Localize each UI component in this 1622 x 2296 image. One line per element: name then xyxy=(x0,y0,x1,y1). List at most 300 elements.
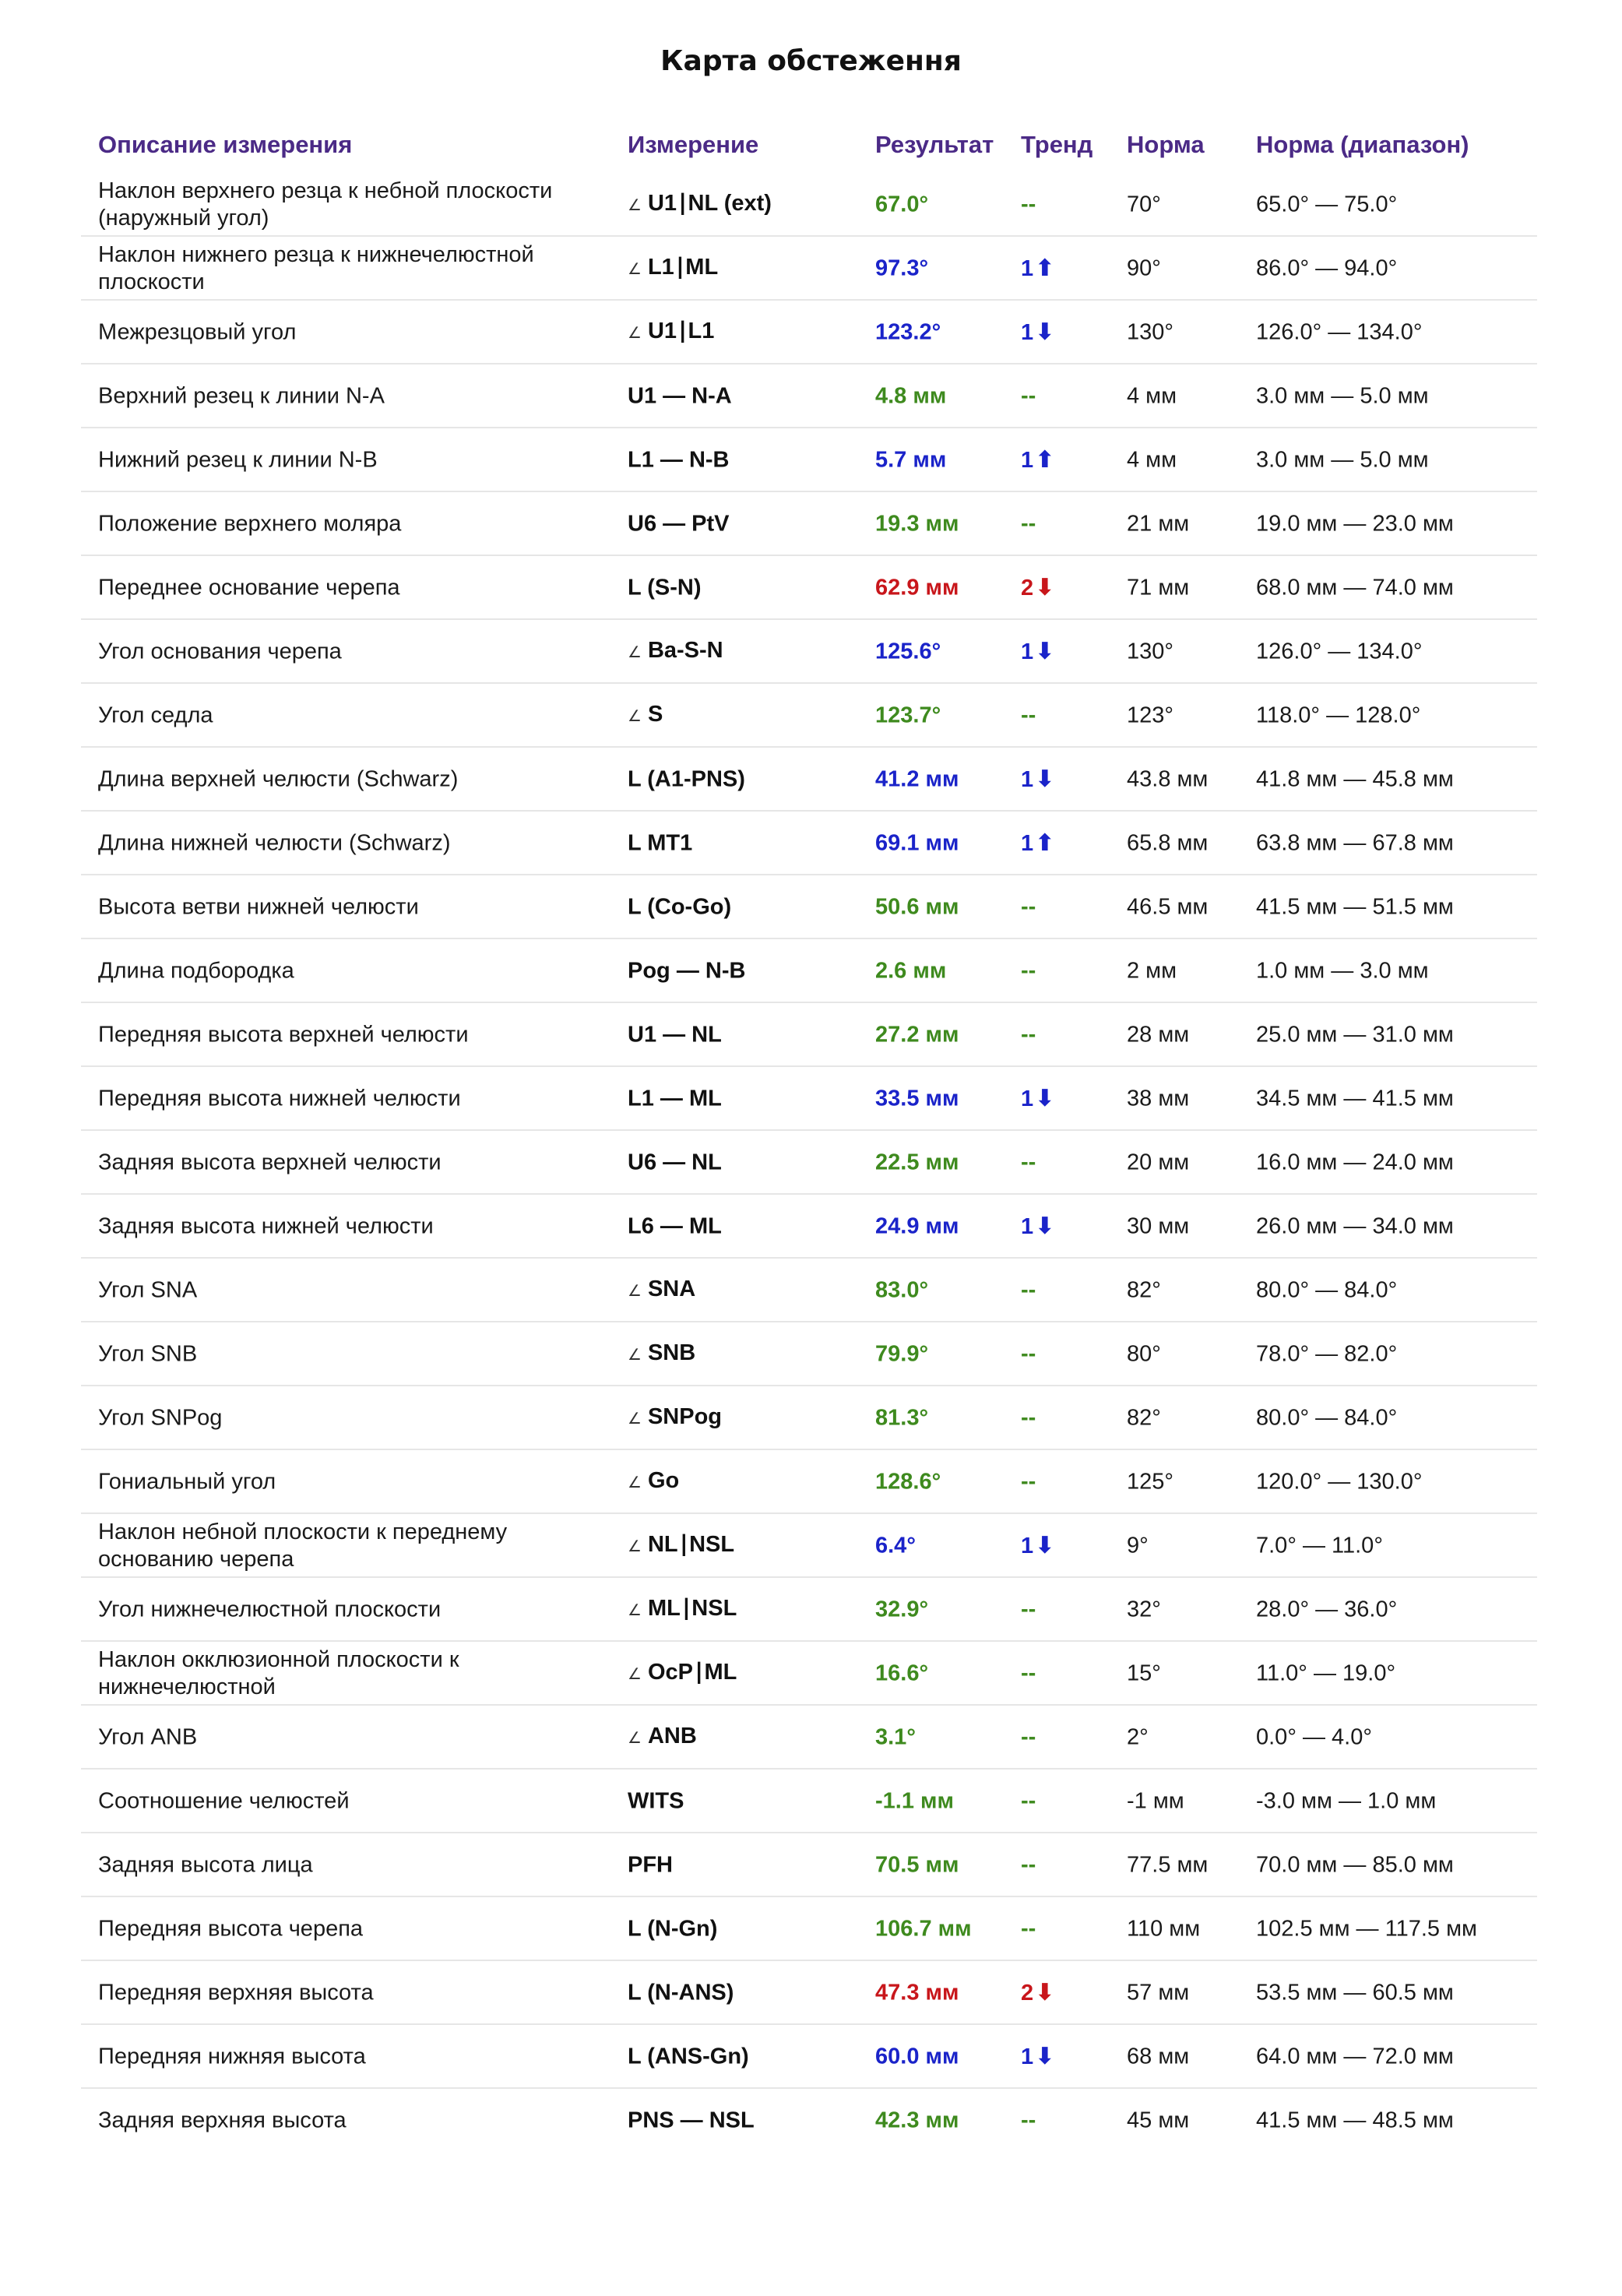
row-range: 102.5 мм — 117.5 мм xyxy=(1256,1916,1477,1942)
row-norm: 28 мм xyxy=(1127,1022,1190,1048)
row-trend xyxy=(1021,319,1054,347)
row-range: 34.5 мм — 41.5 мм xyxy=(1256,1086,1454,1111)
row-measure-label: L (Co-Go) xyxy=(628,894,732,920)
row-measure xyxy=(628,1723,697,1752)
row-measure xyxy=(628,766,745,794)
row-result: 42.3 мм xyxy=(875,2108,959,2133)
row-measure xyxy=(628,1852,673,1879)
trend-value: -- xyxy=(1021,1724,1036,1750)
angle-icon: ∠ xyxy=(628,1283,642,1300)
trend-value: 2 xyxy=(1021,1981,1034,2005)
row-description: Угол седла xyxy=(98,703,213,728)
row-range: 0.0° — 4.0° xyxy=(1256,1724,1372,1750)
angle-icon: ∠ xyxy=(628,1602,642,1619)
row-measure xyxy=(628,447,730,474)
header-measure: Измерение xyxy=(628,131,759,158)
row-trend xyxy=(1021,1405,1036,1432)
row-measure-label: U1∣L1 xyxy=(647,319,715,343)
row-result: -1.1 мм xyxy=(875,1788,954,1814)
angle-icon: ∠ xyxy=(628,197,642,214)
row-norm: 130° xyxy=(1127,639,1173,664)
row-result: 47.3 мм xyxy=(875,1980,959,2005)
row-trend xyxy=(1021,446,1054,474)
row-trend xyxy=(1021,574,1054,602)
row-trend xyxy=(1021,1788,1036,1815)
row-description: Задняя высота верхней челюсти xyxy=(98,1150,442,1175)
table-row xyxy=(0,1706,1622,1770)
row-result: 27.2 мм xyxy=(875,1022,959,1048)
row-result: 60.0 мм xyxy=(875,2044,959,2069)
row-range: 126.0° — 134.0° xyxy=(1256,639,1423,664)
row-description: Переднее основание черепа xyxy=(98,575,400,600)
row-trend xyxy=(1021,383,1036,410)
arrow-down-icon: ⬇ xyxy=(1035,575,1055,600)
row-norm: 77.5 мм xyxy=(1127,1852,1209,1878)
row-result: 32.9° xyxy=(875,1597,929,1622)
row-norm: 82° xyxy=(1127,1277,1161,1303)
row-trend xyxy=(1021,1469,1036,1496)
row-measure xyxy=(628,830,692,857)
row-range: 3.0 мм — 5.0 мм xyxy=(1256,447,1429,473)
row-measure-label: Go xyxy=(647,1468,680,1493)
trend-value: -- xyxy=(1021,1469,1036,1495)
row-norm: 4 мм xyxy=(1127,383,1177,409)
trend-value: -- xyxy=(1021,1277,1036,1303)
row-trend xyxy=(1021,829,1054,857)
row-measure-label: L (S-N) xyxy=(628,575,702,600)
arrow-down-icon: ⬇ xyxy=(1035,2044,1055,2069)
table-header xyxy=(0,131,1622,165)
arrow-down-icon: ⬇ xyxy=(1035,1213,1055,1239)
trend-value: 1 xyxy=(1021,320,1034,345)
row-result: 33.5 мм xyxy=(875,1086,959,1111)
row-measure xyxy=(628,1086,722,1113)
row-range: 53.5 мм — 60.5 мм xyxy=(1256,1980,1454,2005)
row-result: 69.1 мм xyxy=(875,830,959,856)
header-trend: Тренд xyxy=(1021,131,1093,158)
row-measure xyxy=(628,318,714,347)
row-description: Угол SNA xyxy=(98,1277,198,1303)
row-measure-label: U1∣NL (ext) xyxy=(647,191,772,216)
row-measure xyxy=(628,1150,722,1177)
table-row xyxy=(0,1833,1622,1897)
arrow-up-icon: ⬆ xyxy=(1035,447,1055,473)
row-result: 83.0° xyxy=(875,1277,929,1303)
trend-value: 1 xyxy=(1021,831,1034,856)
row-measure-label: OcP∣ML xyxy=(647,1660,737,1685)
row-result: 81.3° xyxy=(875,1405,929,1431)
row-measure-label: L6 — ML xyxy=(628,1213,722,1239)
angle-icon: ∠ xyxy=(628,1474,642,1491)
row-result: 67.0° xyxy=(875,192,929,217)
row-norm: 2° xyxy=(1127,1724,1149,1750)
row-result: 24.9 мм xyxy=(875,1213,959,1239)
row-norm: 30 мм xyxy=(1127,1213,1190,1239)
row-range: 80.0° — 84.0° xyxy=(1256,1277,1398,1303)
row-description: Наклон нижнего резца к нижнечелюстной плоскости xyxy=(98,242,534,294)
row-measure xyxy=(628,1340,695,1369)
table-row xyxy=(0,301,1622,364)
table-row xyxy=(0,1131,1622,1195)
row-range: 63.8 мм — 67.8 мм xyxy=(1256,830,1454,856)
trend-value: -- xyxy=(1021,1788,1036,1814)
trend-value: -- xyxy=(1021,894,1036,920)
angle-icon: ∠ xyxy=(628,325,642,342)
trend-value: 1 xyxy=(1021,639,1034,664)
row-trend xyxy=(1021,1724,1036,1752)
row-norm: 110 мм xyxy=(1127,1916,1201,1942)
table-row xyxy=(0,1961,1622,2025)
table-row xyxy=(0,620,1622,684)
trend-value: -- xyxy=(1021,1405,1036,1431)
row-measure xyxy=(628,1595,737,1625)
row-description: Передняя высота верхней челюсти xyxy=(98,1022,469,1048)
trend-value: -- xyxy=(1021,511,1036,537)
row-measure-label: U6 — NL xyxy=(628,1150,722,1175)
row-trend xyxy=(1021,1979,1054,2007)
table-row xyxy=(0,1386,1622,1450)
angle-icon: ∠ xyxy=(628,708,642,725)
arrow-down-icon: ⬇ xyxy=(1035,319,1055,345)
row-trend xyxy=(1021,1022,1036,1049)
row-description: Длина подбородка xyxy=(98,958,294,984)
page-title: Карта обстеження xyxy=(660,45,962,77)
row-measure-label: ML∣NSL xyxy=(647,1596,737,1621)
table-row xyxy=(0,1067,1622,1131)
angle-icon: ∠ xyxy=(628,1666,642,1683)
row-trend xyxy=(1021,1341,1036,1368)
trend-value: 1 xyxy=(1021,767,1034,792)
row-measure xyxy=(628,1659,737,1689)
row-trend xyxy=(1021,1213,1054,1241)
row-result: 70.5 мм xyxy=(875,1852,959,1878)
row-description: Высота ветви нижней челюсти xyxy=(98,894,419,920)
row-range: 78.0° — 82.0° xyxy=(1256,1341,1398,1367)
header-range: Норма (диапазон) xyxy=(1256,131,1469,158)
trend-value: 1 xyxy=(1021,2044,1034,2069)
trend-value: 1 xyxy=(1021,1214,1034,1239)
row-measure-label: PFH xyxy=(628,1852,673,1878)
trend-value: -- xyxy=(1021,1852,1036,1878)
row-result: 2.6 мм xyxy=(875,958,947,984)
row-result: 128.6° xyxy=(875,1469,941,1495)
row-result: 123.2° xyxy=(875,319,941,345)
arrow-down-icon: ⬇ xyxy=(1035,766,1055,792)
row-measure-label: S xyxy=(647,702,663,727)
arrow-up-icon: ⬆ xyxy=(1035,255,1055,281)
row-measure xyxy=(628,383,732,410)
row-measure-label: U1 — N-A xyxy=(628,383,732,409)
row-measure xyxy=(628,894,731,921)
trend-value: -- xyxy=(1021,2108,1036,2133)
row-norm: 46.5 мм xyxy=(1127,894,1209,920)
row-description: Передняя высота черепа xyxy=(98,1916,364,1942)
row-result: 22.5 мм xyxy=(875,1150,959,1175)
row-trend xyxy=(1021,766,1054,794)
row-measure-label: U1 — NL xyxy=(628,1022,722,1048)
row-trend xyxy=(1021,2043,1054,2071)
arrow-down-icon: ⬇ xyxy=(1035,639,1055,664)
row-measure-label: L1 — ML xyxy=(628,1086,722,1111)
header-norm: Норма xyxy=(1127,131,1205,158)
row-measure-label: Ba-S-N xyxy=(647,638,723,663)
row-range: 25.0 мм — 31.0 мм xyxy=(1256,1022,1454,1048)
row-range: 120.0° — 130.0° xyxy=(1256,1469,1423,1495)
row-measure xyxy=(628,1403,722,1433)
table-row xyxy=(0,492,1622,556)
arrow-down-icon: ⬇ xyxy=(1035,1533,1055,1558)
row-measure xyxy=(628,1022,722,1049)
row-trend xyxy=(1021,511,1036,538)
row-range: 86.0° — 94.0° xyxy=(1256,255,1398,281)
row-range: 68.0 мм — 74.0 мм xyxy=(1256,575,1454,600)
table-row xyxy=(0,684,1622,748)
table-row xyxy=(0,1578,1622,1642)
row-range: 126.0° — 134.0° xyxy=(1256,319,1423,345)
row-norm: 68 мм xyxy=(1127,2044,1190,2069)
row-description: Задняя высота нижней челюсти xyxy=(98,1213,434,1239)
row-trend xyxy=(1021,958,1036,985)
row-description: Угол SNB xyxy=(98,1341,198,1367)
row-measure xyxy=(628,958,745,985)
row-measure xyxy=(628,254,718,283)
table-row xyxy=(0,1642,1622,1706)
angle-icon: ∠ xyxy=(628,644,642,661)
trend-value: -- xyxy=(1021,192,1036,217)
row-measure-label: L1 — N-B xyxy=(628,447,730,473)
trend-value: -- xyxy=(1021,1150,1036,1175)
row-norm: 82° xyxy=(1127,1405,1161,1431)
table-row xyxy=(0,875,1622,939)
table-row xyxy=(0,2089,1622,2153)
row-description: Угол ANB xyxy=(98,1724,198,1750)
row-measure xyxy=(628,1213,722,1241)
row-range: -3.0 мм — 1.0 мм xyxy=(1256,1788,1437,1814)
row-result: 50.6 мм xyxy=(875,894,959,920)
row-trend xyxy=(1021,1150,1036,1177)
row-trend xyxy=(1021,894,1036,921)
row-norm: 65.8 мм xyxy=(1127,830,1209,856)
row-norm: 2 мм xyxy=(1127,958,1177,984)
row-description: Соотношение челюстей xyxy=(98,1788,350,1814)
row-result: 4.8 мм xyxy=(875,383,947,409)
row-measure xyxy=(628,1980,734,2007)
trend-value: -- xyxy=(1021,383,1036,409)
row-result: 106.7 мм xyxy=(875,1916,972,1942)
row-measure-label: SNPog xyxy=(647,1404,722,1429)
row-norm: 15° xyxy=(1127,1660,1161,1686)
row-trend xyxy=(1021,1916,1036,1943)
row-range: 7.0° — 11.0° xyxy=(1256,1533,1383,1558)
row-range: 80.0° — 84.0° xyxy=(1256,1405,1398,1431)
row-measure-label: L (N-Gn) xyxy=(628,1916,718,1942)
row-measure xyxy=(628,1916,717,1943)
row-measure xyxy=(628,1531,734,1561)
angle-icon: ∠ xyxy=(628,261,642,278)
row-measure-label: SNA xyxy=(647,1277,696,1301)
row-result: 5.7 мм xyxy=(875,447,947,473)
row-measure-label: L (A1-PNS) xyxy=(628,766,745,792)
row-measure-label: SNB xyxy=(647,1340,696,1365)
trend-value: -- xyxy=(1021,703,1036,728)
table-row xyxy=(0,1770,1622,1833)
trend-value: 1 xyxy=(1021,448,1034,473)
row-measure-label: U6 — PtV xyxy=(628,511,730,537)
row-measure-label: L MT1 xyxy=(628,830,693,856)
row-range: 41.8 мм — 45.8 мм xyxy=(1256,766,1454,792)
row-description: Положение верхнего моляра xyxy=(98,511,402,537)
row-result: 62.9 мм xyxy=(875,575,959,600)
trend-value: 1 xyxy=(1021,1086,1034,1111)
row-description: Наклон небной плоскости к переднему основанию черепа xyxy=(98,1520,508,1572)
row-measure-label: L1∣ML xyxy=(647,255,719,280)
table-row xyxy=(0,1003,1622,1067)
row-trend xyxy=(1021,1597,1036,1624)
row-description: Передняя верхняя высота xyxy=(98,1980,374,2005)
row-norm: 32° xyxy=(1127,1597,1161,1622)
row-norm: 45 мм xyxy=(1127,2108,1190,2133)
table-row xyxy=(0,237,1622,301)
row-result: 125.6° xyxy=(875,639,941,664)
row-trend xyxy=(1021,1532,1054,1560)
row-norm: 130° xyxy=(1127,319,1173,345)
row-measure-label: Pog — N-B xyxy=(628,958,746,984)
row-trend xyxy=(1021,638,1054,666)
row-result: 19.3 мм xyxy=(875,511,959,537)
row-result: 16.6° xyxy=(875,1660,929,1686)
row-range: 41.5 мм — 51.5 мм xyxy=(1256,894,1454,920)
row-norm: 57 мм xyxy=(1127,1980,1190,2005)
table-row xyxy=(0,812,1622,875)
row-description: Наклон окклюзионной плоскости к нижнечелюстной xyxy=(98,1647,459,1699)
row-norm: 71 мм xyxy=(1127,575,1190,600)
angle-icon: ∠ xyxy=(628,1410,642,1428)
row-trend xyxy=(1021,255,1054,283)
row-measure xyxy=(628,1467,679,1497)
trend-value: -- xyxy=(1021,1341,1036,1367)
row-norm: 90° xyxy=(1127,255,1161,281)
row-range: 16.0 мм — 24.0 мм xyxy=(1256,1150,1454,1175)
table-row xyxy=(0,1514,1622,1578)
row-result: 3.1° xyxy=(875,1724,916,1750)
arrow-down-icon: ⬇ xyxy=(1035,1086,1055,1111)
table-row xyxy=(0,428,1622,492)
row-description: Передняя нижняя высота xyxy=(98,2044,366,2069)
row-measure xyxy=(628,190,772,220)
row-trend xyxy=(1021,1277,1036,1305)
row-measure xyxy=(628,1276,695,1305)
row-range: 11.0° — 19.0° xyxy=(1256,1660,1396,1686)
row-measure-label: PNS — NSL xyxy=(628,2108,755,2133)
table-row xyxy=(0,364,1622,428)
header-result: Результат xyxy=(875,131,994,158)
table-row xyxy=(0,748,1622,812)
row-measure-label: ANB xyxy=(647,1724,697,1748)
row-measure-label: NL∣NSL xyxy=(647,1532,735,1557)
row-description: Длина нижней челюсти (Schwarz) xyxy=(98,830,451,856)
table-row xyxy=(0,1450,1622,1514)
row-trend xyxy=(1021,192,1036,219)
row-description: Угол нижнечелюстной плоскости xyxy=(98,1597,442,1622)
angle-icon: ∠ xyxy=(628,1347,642,1364)
row-measure xyxy=(628,637,723,667)
table-row xyxy=(0,1897,1622,1961)
row-measure xyxy=(628,2108,755,2135)
row-range: 118.0° — 128.0° xyxy=(1256,703,1421,728)
row-norm: 123° xyxy=(1127,703,1173,728)
row-range: 70.0 мм — 85.0 мм xyxy=(1256,1852,1454,1878)
row-description: Угол SNPog xyxy=(98,1405,223,1431)
trend-value: 1 xyxy=(1021,1534,1034,1558)
row-range: 28.0° — 36.0° xyxy=(1256,1597,1398,1622)
row-norm: -1 мм xyxy=(1127,1788,1184,1814)
row-norm: 20 мм xyxy=(1127,1150,1190,1175)
trend-value: -- xyxy=(1021,1597,1036,1622)
row-range: 65.0° — 75.0° xyxy=(1256,192,1398,217)
trend-value: -- xyxy=(1021,1660,1036,1686)
row-trend xyxy=(1021,1660,1036,1688)
row-measure xyxy=(628,701,663,731)
row-measure-label: L (ANS-Gn) xyxy=(628,2044,749,2069)
measurement-table xyxy=(0,173,1622,2153)
row-range: 41.5 мм — 48.5 мм xyxy=(1256,2108,1454,2133)
row-description: Длина верхней челюсти (Schwarz) xyxy=(98,766,459,792)
row-trend xyxy=(1021,703,1036,730)
row-description: Передняя высота нижней челюсти xyxy=(98,1086,461,1111)
row-result: 79.9° xyxy=(875,1341,929,1367)
row-trend xyxy=(1021,1852,1036,1879)
row-range: 19.0 мм — 23.0 мм xyxy=(1256,511,1454,537)
row-norm: 43.8 мм xyxy=(1127,766,1209,792)
row-description: Гониальный угол xyxy=(98,1469,276,1495)
table-row xyxy=(0,2025,1622,2089)
trend-value: -- xyxy=(1021,1022,1036,1048)
row-norm: 80° xyxy=(1127,1341,1161,1367)
row-norm: 4 мм xyxy=(1127,447,1177,473)
trend-value: 2 xyxy=(1021,576,1034,600)
row-description: Угол основания черепа xyxy=(98,639,342,664)
row-measure-label: WITS xyxy=(628,1788,684,1814)
row-trend xyxy=(1021,2108,1036,2135)
table-row xyxy=(0,1195,1622,1259)
row-measure xyxy=(628,2044,749,2071)
row-norm: 70° xyxy=(1127,192,1161,217)
trend-value: -- xyxy=(1021,1916,1036,1942)
row-norm: 125° xyxy=(1127,1469,1173,1495)
row-result: 6.4° xyxy=(875,1533,916,1558)
row-description: Задняя высота лица xyxy=(98,1852,313,1878)
row-measure xyxy=(628,1788,684,1815)
row-result: 123.7° xyxy=(875,703,941,728)
arrow-up-icon: ⬆ xyxy=(1035,830,1055,856)
row-description: Межрезцовый угол xyxy=(98,319,297,345)
row-range: 64.0 мм — 72.0 мм xyxy=(1256,2044,1454,2069)
angle-icon: ∠ xyxy=(628,1730,642,1747)
table-row xyxy=(0,1322,1622,1386)
row-measure xyxy=(628,575,702,602)
arrow-down-icon: ⬇ xyxy=(1035,1980,1055,2005)
row-measure xyxy=(628,511,730,538)
angle-icon: ∠ xyxy=(628,1538,642,1555)
trend-value: 1 xyxy=(1021,256,1034,281)
row-measure-label: L (N-ANS) xyxy=(628,1980,734,2005)
row-description: Верхний резец к линии N-A xyxy=(98,383,385,409)
row-result: 41.2 мм xyxy=(875,766,959,792)
table-row xyxy=(0,173,1622,237)
row-description: Наклон верхнего резца к небной плоскости (наружный угол) xyxy=(98,178,553,231)
row-norm: 9° xyxy=(1127,1533,1149,1558)
row-range: 3.0 мм — 5.0 мм xyxy=(1256,383,1429,409)
